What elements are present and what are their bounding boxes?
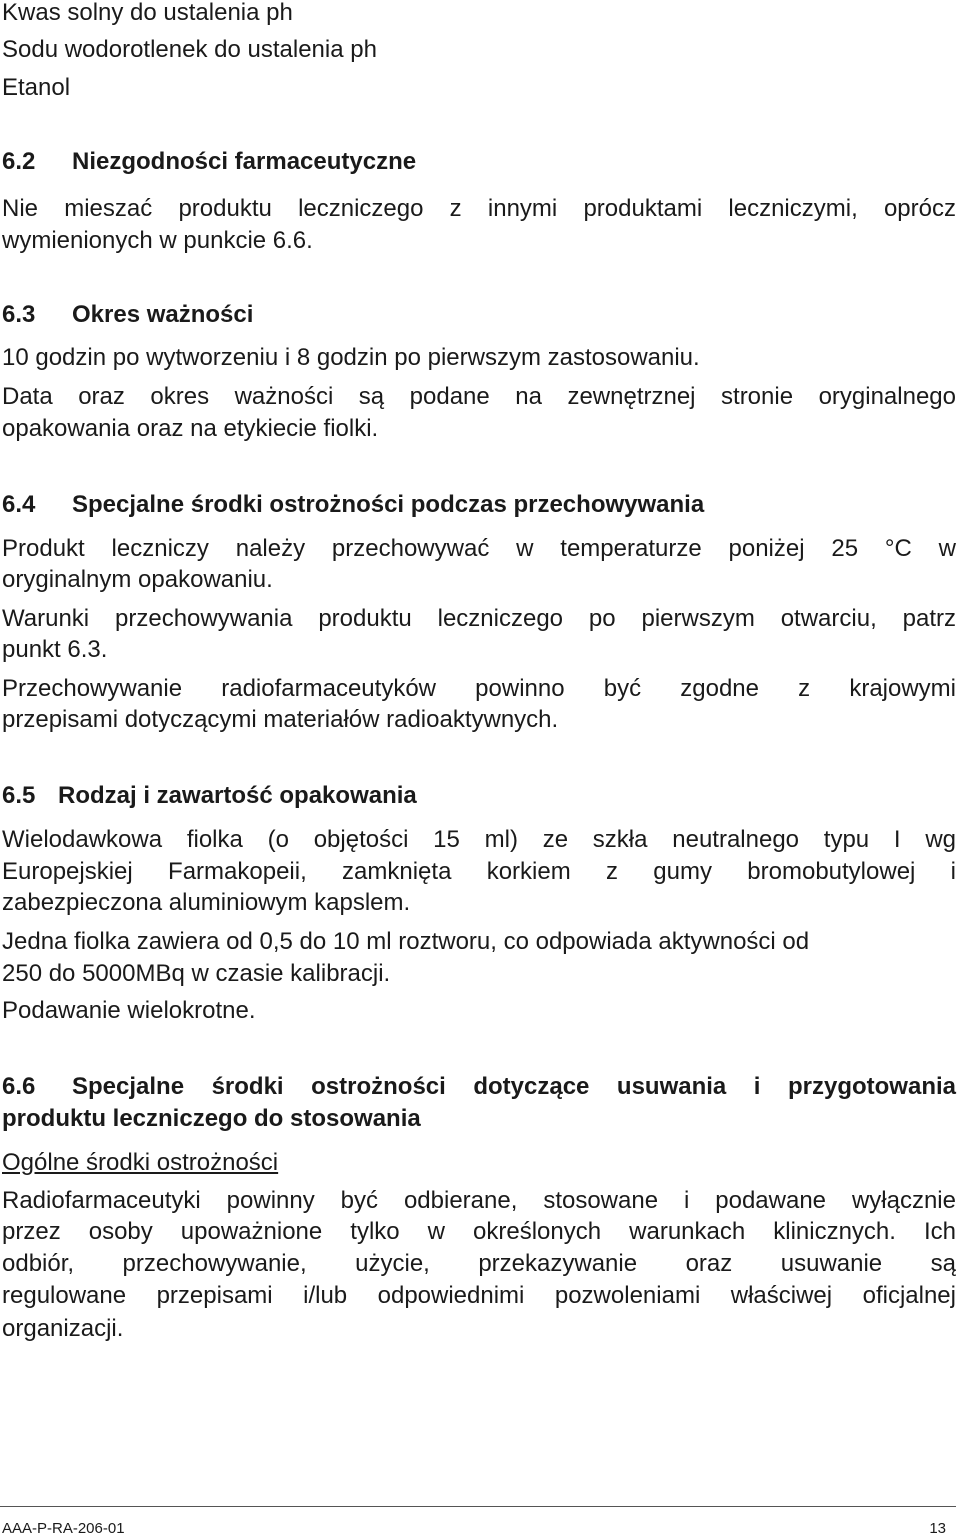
- excipient-item: Etanol: [2, 74, 71, 101]
- paragraph-line: 250 do 5000MBq w czasie kalibracji.: [2, 960, 391, 987]
- section-title: Rodzaj i zawartość opakowania: [58, 782, 417, 809]
- footer-page-number: 13: [929, 1520, 946, 1537]
- paragraph-line: Jedna fiolka zawiera od 0,5 do 10 ml roztworu, co odpowiada aktywności od: [2, 928, 810, 955]
- paragraph-text: Radiofarmaceutyki powinny być odbierane, stosowane i podawane wyłącznie: [2, 1187, 956, 1214]
- section-title: Okres ważności: [72, 301, 254, 328]
- paragraph-text: przez osoby upoważnione tylko w określonych warunkach klinicznych. Ich: [2, 1218, 956, 1245]
- paragraph-line: [2, 193, 956, 224]
- paragraph-line: [2, 824, 956, 855]
- paragraph-line: [2, 856, 956, 887]
- paragraph-line: [2, 1280, 956, 1311]
- paragraph-line: [2, 603, 956, 634]
- footer-divider: [0, 1506, 956, 1507]
- paragraph-text: Przechowywanie radiofarmaceutyków powinno być zgodne z krajowymi: [2, 675, 956, 702]
- paragraph-line: zabezpieczona aluminiowym kapslem.: [2, 889, 411, 916]
- excipient-item: Sodu wodorotlenek do ustalenia ph: [2, 36, 377, 63]
- excipient-item: Kwas solny do ustalenia ph: [2, 0, 293, 26]
- paragraph-text: Data oraz okres ważności są podane na zewnętrznej stronie oryginalnego: [2, 383, 956, 410]
- subheading-text: Ogólne środki ostrożności: [2, 1149, 279, 1176]
- paragraph-line: [2, 533, 956, 564]
- paragraph-line: organizacji.: [2, 1315, 124, 1342]
- paragraph-text: Wielodawkowa fiolka (o objętości 15 ml) ze szkła neutralnego typu I wg: [2, 826, 956, 853]
- section-title: Niezgodności farmaceutyczne: [72, 148, 417, 175]
- paragraph-text: Europejskiej Farmakopeii, zamknięta korkiem z gumy bromobutylowej i: [2, 858, 956, 885]
- section-title: Specjalne środki ostrożności dotyczące usuwania i przygotowania: [72, 1073, 956, 1100]
- paragraph-text: Warunki przechowywania produktu leczniczego po pierwszym otwarciu, patrz: [2, 605, 956, 632]
- paragraph-line: [2, 381, 956, 412]
- paragraph-line: 10 godzin po wytworzeniu i 8 godzin po pierwszym zastosowaniu.: [2, 344, 700, 371]
- paragraph-line: opakowania oraz na etykiecie fiolki.: [2, 415, 379, 442]
- section-number: 6.4: [2, 491, 36, 518]
- paragraph-line: Podawanie wielokrotne.: [2, 997, 256, 1024]
- section-6-4-heading: [2, 489, 956, 520]
- paragraph-text: Nie mieszać produktu leczniczego z innymi produktami leczniczymi, oprócz: [2, 195, 956, 222]
- paragraph-line: wymienionych w punkcie 6.6.: [2, 227, 313, 254]
- paragraph-line: [2, 1216, 956, 1247]
- section-6-6-heading-cont: produktu leczniczego do stosowania: [2, 1105, 421, 1132]
- section-number: 6.6: [2, 1073, 36, 1100]
- paragraph-line: [2, 1248, 956, 1279]
- paragraph-line: [2, 673, 956, 704]
- section-6-6-heading: [2, 1071, 956, 1102]
- paragraph-line: oryginalnym opakowaniu.: [2, 566, 273, 593]
- section-6-5-heading: [2, 780, 956, 811]
- section-number: 6.2: [2, 148, 36, 175]
- paragraph-text: Produkt leczniczy należy przechowywać w temperaturze poniżej 25 °C w: [2, 535, 956, 562]
- paragraph-text: regulowane przepisami i/lub odpowiednimi pozwoleniami właściwej oficjalnej: [2, 1282, 956, 1309]
- section-title: Specjalne środki ostrożności podczas przechowywania: [72, 491, 705, 518]
- section-6-2-heading: [2, 146, 956, 177]
- paragraph-line: przepisami dotyczącymi materiałów radioaktywnych.: [2, 706, 559, 733]
- section-6-3-heading: [2, 299, 956, 330]
- paragraph-line: [2, 1185, 956, 1216]
- section-number: 6.3: [2, 301, 36, 328]
- paragraph-text: odbiór, przechowywanie, użycie, przekazywanie oraz usuwanie są: [2, 1250, 956, 1277]
- footer-doc-code: AAA-P-RA-206-01: [2, 1520, 125, 1537]
- subheading: [2, 1147, 956, 1178]
- paragraph-line: punkt 6.3.: [2, 636, 108, 663]
- section-number: 6.5: [2, 782, 36, 809]
